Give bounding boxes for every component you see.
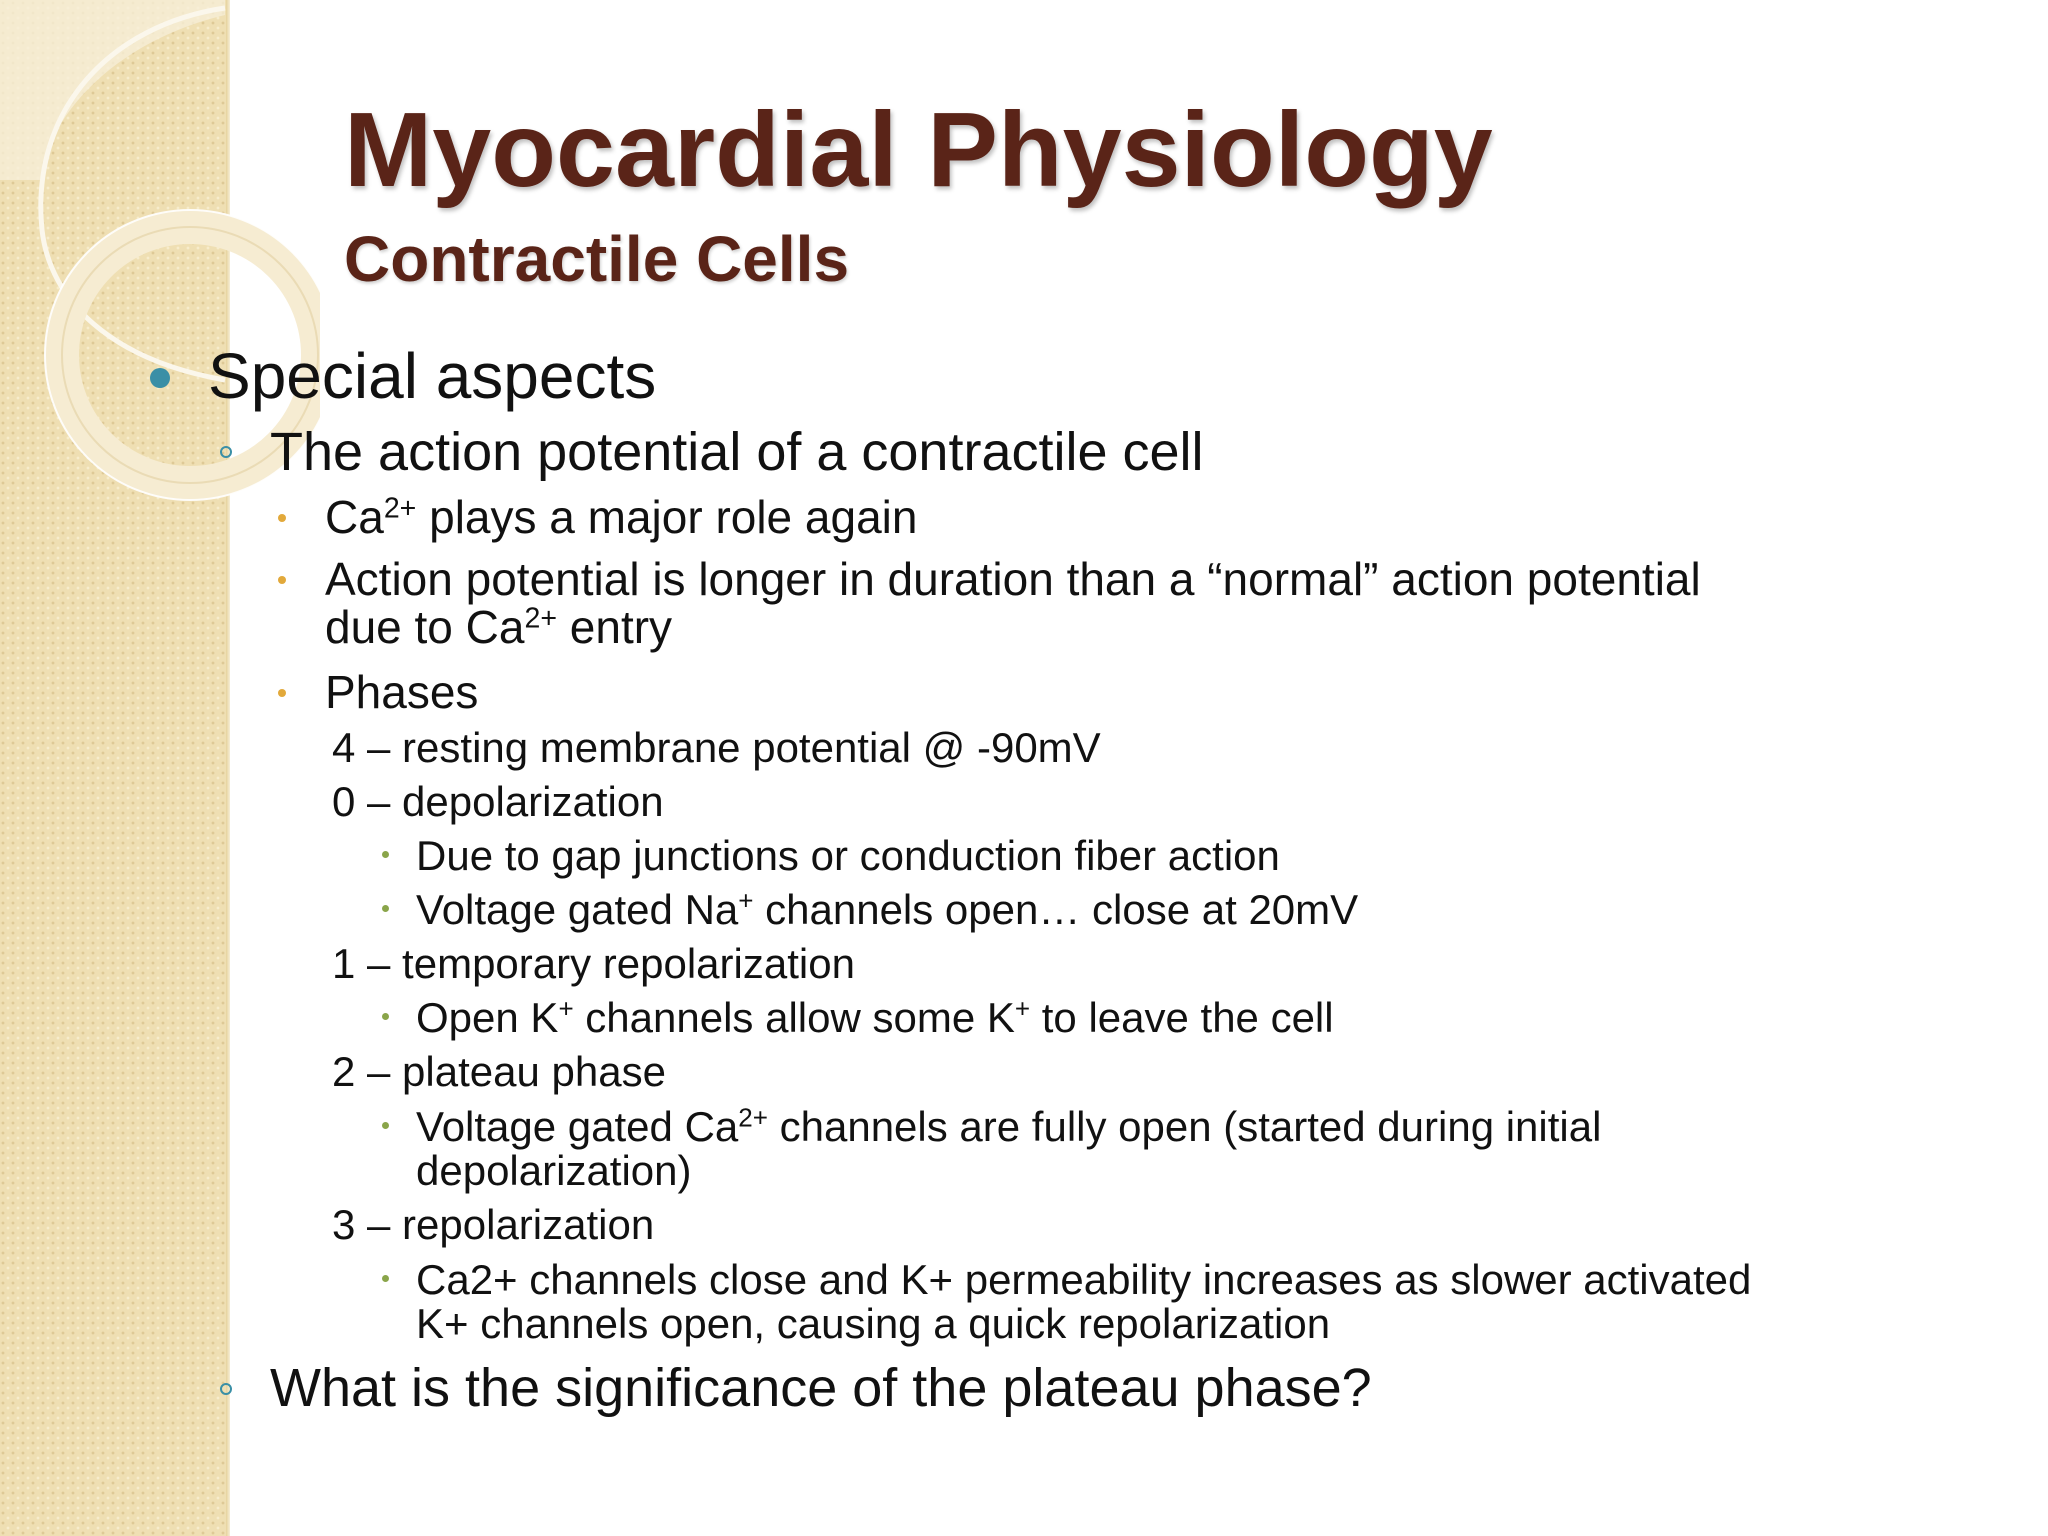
bullet-plateau-question: What is the significance of the plateau phase? <box>270 1358 1372 1418</box>
phase-1-k-channels: Open K+ channels allow some K+ to leave the cell <box>416 993 1334 1041</box>
phase-1: 1 – temporary repolarization <box>332 940 855 987</box>
bullet-small-icon <box>278 514 286 522</box>
phase-4: 4 – resting membrane potential @ -90mV <box>332 724 1101 771</box>
bullet-phases: Phases <box>325 666 479 718</box>
phase-2: 2 – plateau phase <box>332 1048 666 1095</box>
phase-3-repolarization-line1: Ca2+ channels close and K+ permeability increases as slower activated <box>416 1256 1752 1303</box>
bullet-small-icon <box>278 689 286 697</box>
page-title: Myocardial Physiology <box>344 91 1493 209</box>
bullet-small-icon <box>278 576 286 584</box>
bullet-special-aspects: Special aspects <box>208 340 657 412</box>
phase-0-gap-junctions: Due to gap junctions or conduction fiber action <box>416 832 1280 879</box>
phase-0: 0 – depolarization <box>332 778 664 825</box>
phase-2-ca-channels-line1: Voltage gated $Ca^{2+}$ channels are fully open (started during initial <box>416 1102 1602 1150</box>
bullet-action-potential: The action potential of a contractile cell <box>270 422 1204 482</box>
phase-0-na-channels: Voltage gated Na+ channels open… close at 20mV <box>416 885 1359 933</box>
page-subtitle: Contractile Cells <box>344 223 850 295</box>
bullet-ap-duration-line1: Action potential is longer in duration than a “normal” action potential <box>325 553 1701 605</box>
bullet-tiny-icon <box>382 1275 389 1282</box>
bullet-ring-icon <box>220 446 232 458</box>
bullet-tiny-icon <box>382 1013 389 1020</box>
bullet-tiny-icon <box>382 851 389 858</box>
bullet-tiny-icon <box>382 905 389 912</box>
phase-3-repolarization-line2: K+ channels open, causing a quick repolarization <box>416 1300 1331 1347</box>
bullet-ca-role: $Ca^{2+}$ plays a major role again <box>325 491 918 543</box>
bullet-tiny-icon <box>382 1122 389 1129</box>
phase-2-ca-channels-line2: depolarization) <box>416 1147 692 1194</box>
bullet-ap-duration-line2: due to $Ca^{2+}$ entry <box>325 601 673 653</box>
bullet-dot-icon <box>150 368 170 388</box>
bullet-ring-icon <box>220 1383 232 1395</box>
phase-3: 3 – repolarization <box>332 1201 655 1248</box>
